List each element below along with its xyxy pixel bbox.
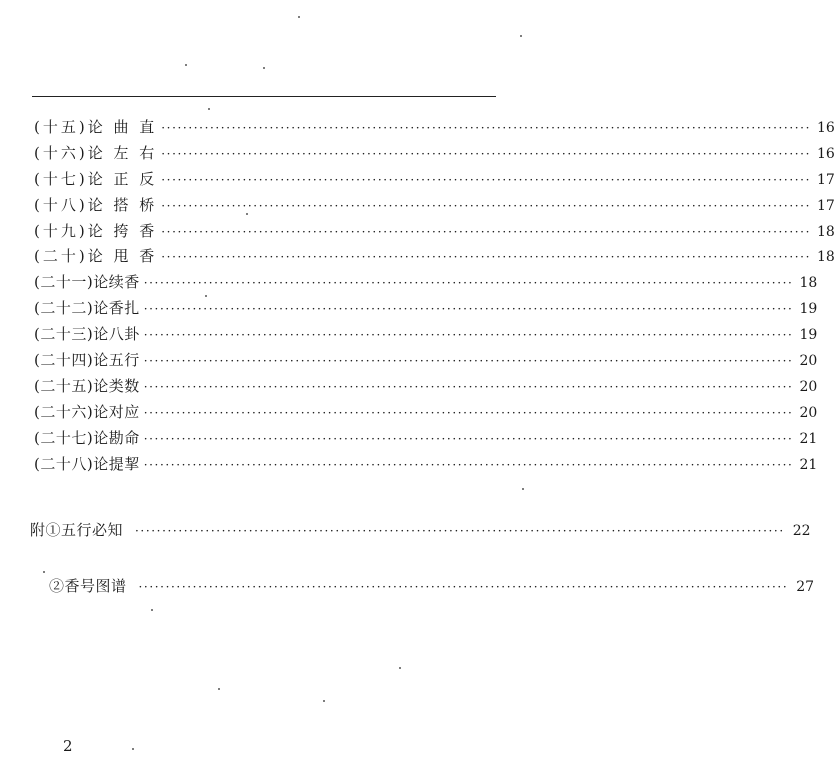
toc-entry-title: (十八)论 搭 桥 <box>34 195 158 214</box>
appendix-entry <box>30 575 815 631</box>
toc-entry-title: (二十七)论勘命 <box>34 428 140 447</box>
toc-entry <box>34 351 818 377</box>
scan-speck <box>298 16 300 18</box>
dot-leader: ························································································································ <box>161 198 811 213</box>
toc-entry-page: 20 <box>799 404 818 421</box>
toc-entry-title: (二十三)论八卦 <box>34 325 140 344</box>
dot-leader: ························································································································ <box>143 457 794 472</box>
appendix-entry-page: 22 <box>792 523 811 539</box>
toc-entry-page: 18 <box>799 275 818 292</box>
scan-speck <box>263 67 265 69</box>
toc-entry-page: 21 <box>799 456 818 473</box>
dot-leader: ························································································································ <box>161 121 811 135</box>
toc-entry-title: (十六)论 左 右 <box>34 143 158 162</box>
toc-entry-title: (二十八)论提挈 <box>34 454 140 473</box>
scan-speck <box>399 667 401 669</box>
toc-entry-title: (十九)论 挎 香 <box>34 221 158 240</box>
toc-entry-title: (二十四)论五行 <box>34 351 140 370</box>
scan-speck <box>522 488 524 490</box>
toc-entry-title: (十五)论 曲 直 <box>34 118 158 136</box>
scan-speck <box>132 748 134 750</box>
toc-entry <box>34 247 835 273</box>
toc-entry-page: 17 <box>816 171 835 188</box>
toc-entry <box>34 273 818 299</box>
dot-leader: ························································································································ <box>161 224 811 239</box>
toc-entry-title: (二十一)论续香 <box>34 273 140 292</box>
table-of-contents <box>34 118 835 480</box>
dot-leader: ························································································································ <box>161 146 811 161</box>
toc-entry-page: 18 <box>816 223 835 240</box>
dot-leader: ························································································································ <box>143 328 794 343</box>
scan-speck <box>218 688 220 690</box>
toc-entry-title: (二十六)论对应 <box>34 402 140 421</box>
dot-leader: ························································································································ <box>143 302 794 317</box>
scan-speck <box>151 609 153 611</box>
scan-speck <box>205 295 207 297</box>
header-rule <box>32 96 496 97</box>
toc-entry <box>34 376 818 403</box>
toc-entry-title: (十七)论 正 反 <box>34 169 158 188</box>
toc-entry <box>34 195 835 222</box>
toc-entry-page: 16 <box>816 120 835 136</box>
appendix-entry-page: 27 <box>796 579 815 595</box>
scan-speck <box>185 64 187 66</box>
scan-speck <box>520 35 522 37</box>
scan-speck <box>323 700 325 702</box>
toc-entry-page: 20 <box>799 378 818 395</box>
dot-leader: ························································································································ <box>161 250 811 265</box>
toc-entry <box>34 454 818 481</box>
dot-leader: ························································································································ <box>143 354 794 369</box>
toc-entry <box>34 169 835 196</box>
toc-entry-title: (二十二)论香扎 <box>34 299 140 318</box>
dot-leader: ························································································································ <box>138 580 789 594</box>
appendix-entry <box>30 519 811 575</box>
dot-leader: ························································································································ <box>161 172 811 187</box>
dot-leader: ························································································································ <box>143 379 794 394</box>
scan-speck <box>43 571 45 573</box>
toc-entry-page: 16 <box>816 145 835 162</box>
toc-entry-page: 19 <box>799 301 818 318</box>
toc-entry-title: (二十)论 甩 香 <box>34 247 158 266</box>
appendix-entry-title: ②香号图谱 <box>49 577 127 595</box>
appendix-entry-title: 附①五行必知 <box>30 521 124 539</box>
toc-entry-title: (二十五)论类数 <box>34 376 140 395</box>
toc-entry-page: 17 <box>816 197 835 214</box>
toc-entry <box>34 428 818 455</box>
scan-speck <box>246 213 248 215</box>
dot-leader: ························································································································ <box>143 276 794 291</box>
toc-entry <box>34 143 835 170</box>
dot-leader: ························································································································ <box>143 405 794 420</box>
toc-entry-page: 18 <box>816 249 835 266</box>
dot-leader: ························································································································ <box>143 431 794 446</box>
toc-entry-page: 19 <box>799 327 818 344</box>
dot-leader: ························································································································ <box>135 524 785 538</box>
toc-entry <box>34 299 818 325</box>
scan-speck <box>208 108 210 110</box>
appendix-list <box>30 519 815 631</box>
toc-entry <box>34 221 835 248</box>
toc-entry <box>34 118 835 144</box>
toc-entry <box>34 402 818 429</box>
toc-entry-page: 21 <box>799 430 818 447</box>
toc-entry <box>34 325 818 351</box>
page-number: 2 <box>63 737 73 755</box>
toc-entry-page: 20 <box>799 353 818 370</box>
